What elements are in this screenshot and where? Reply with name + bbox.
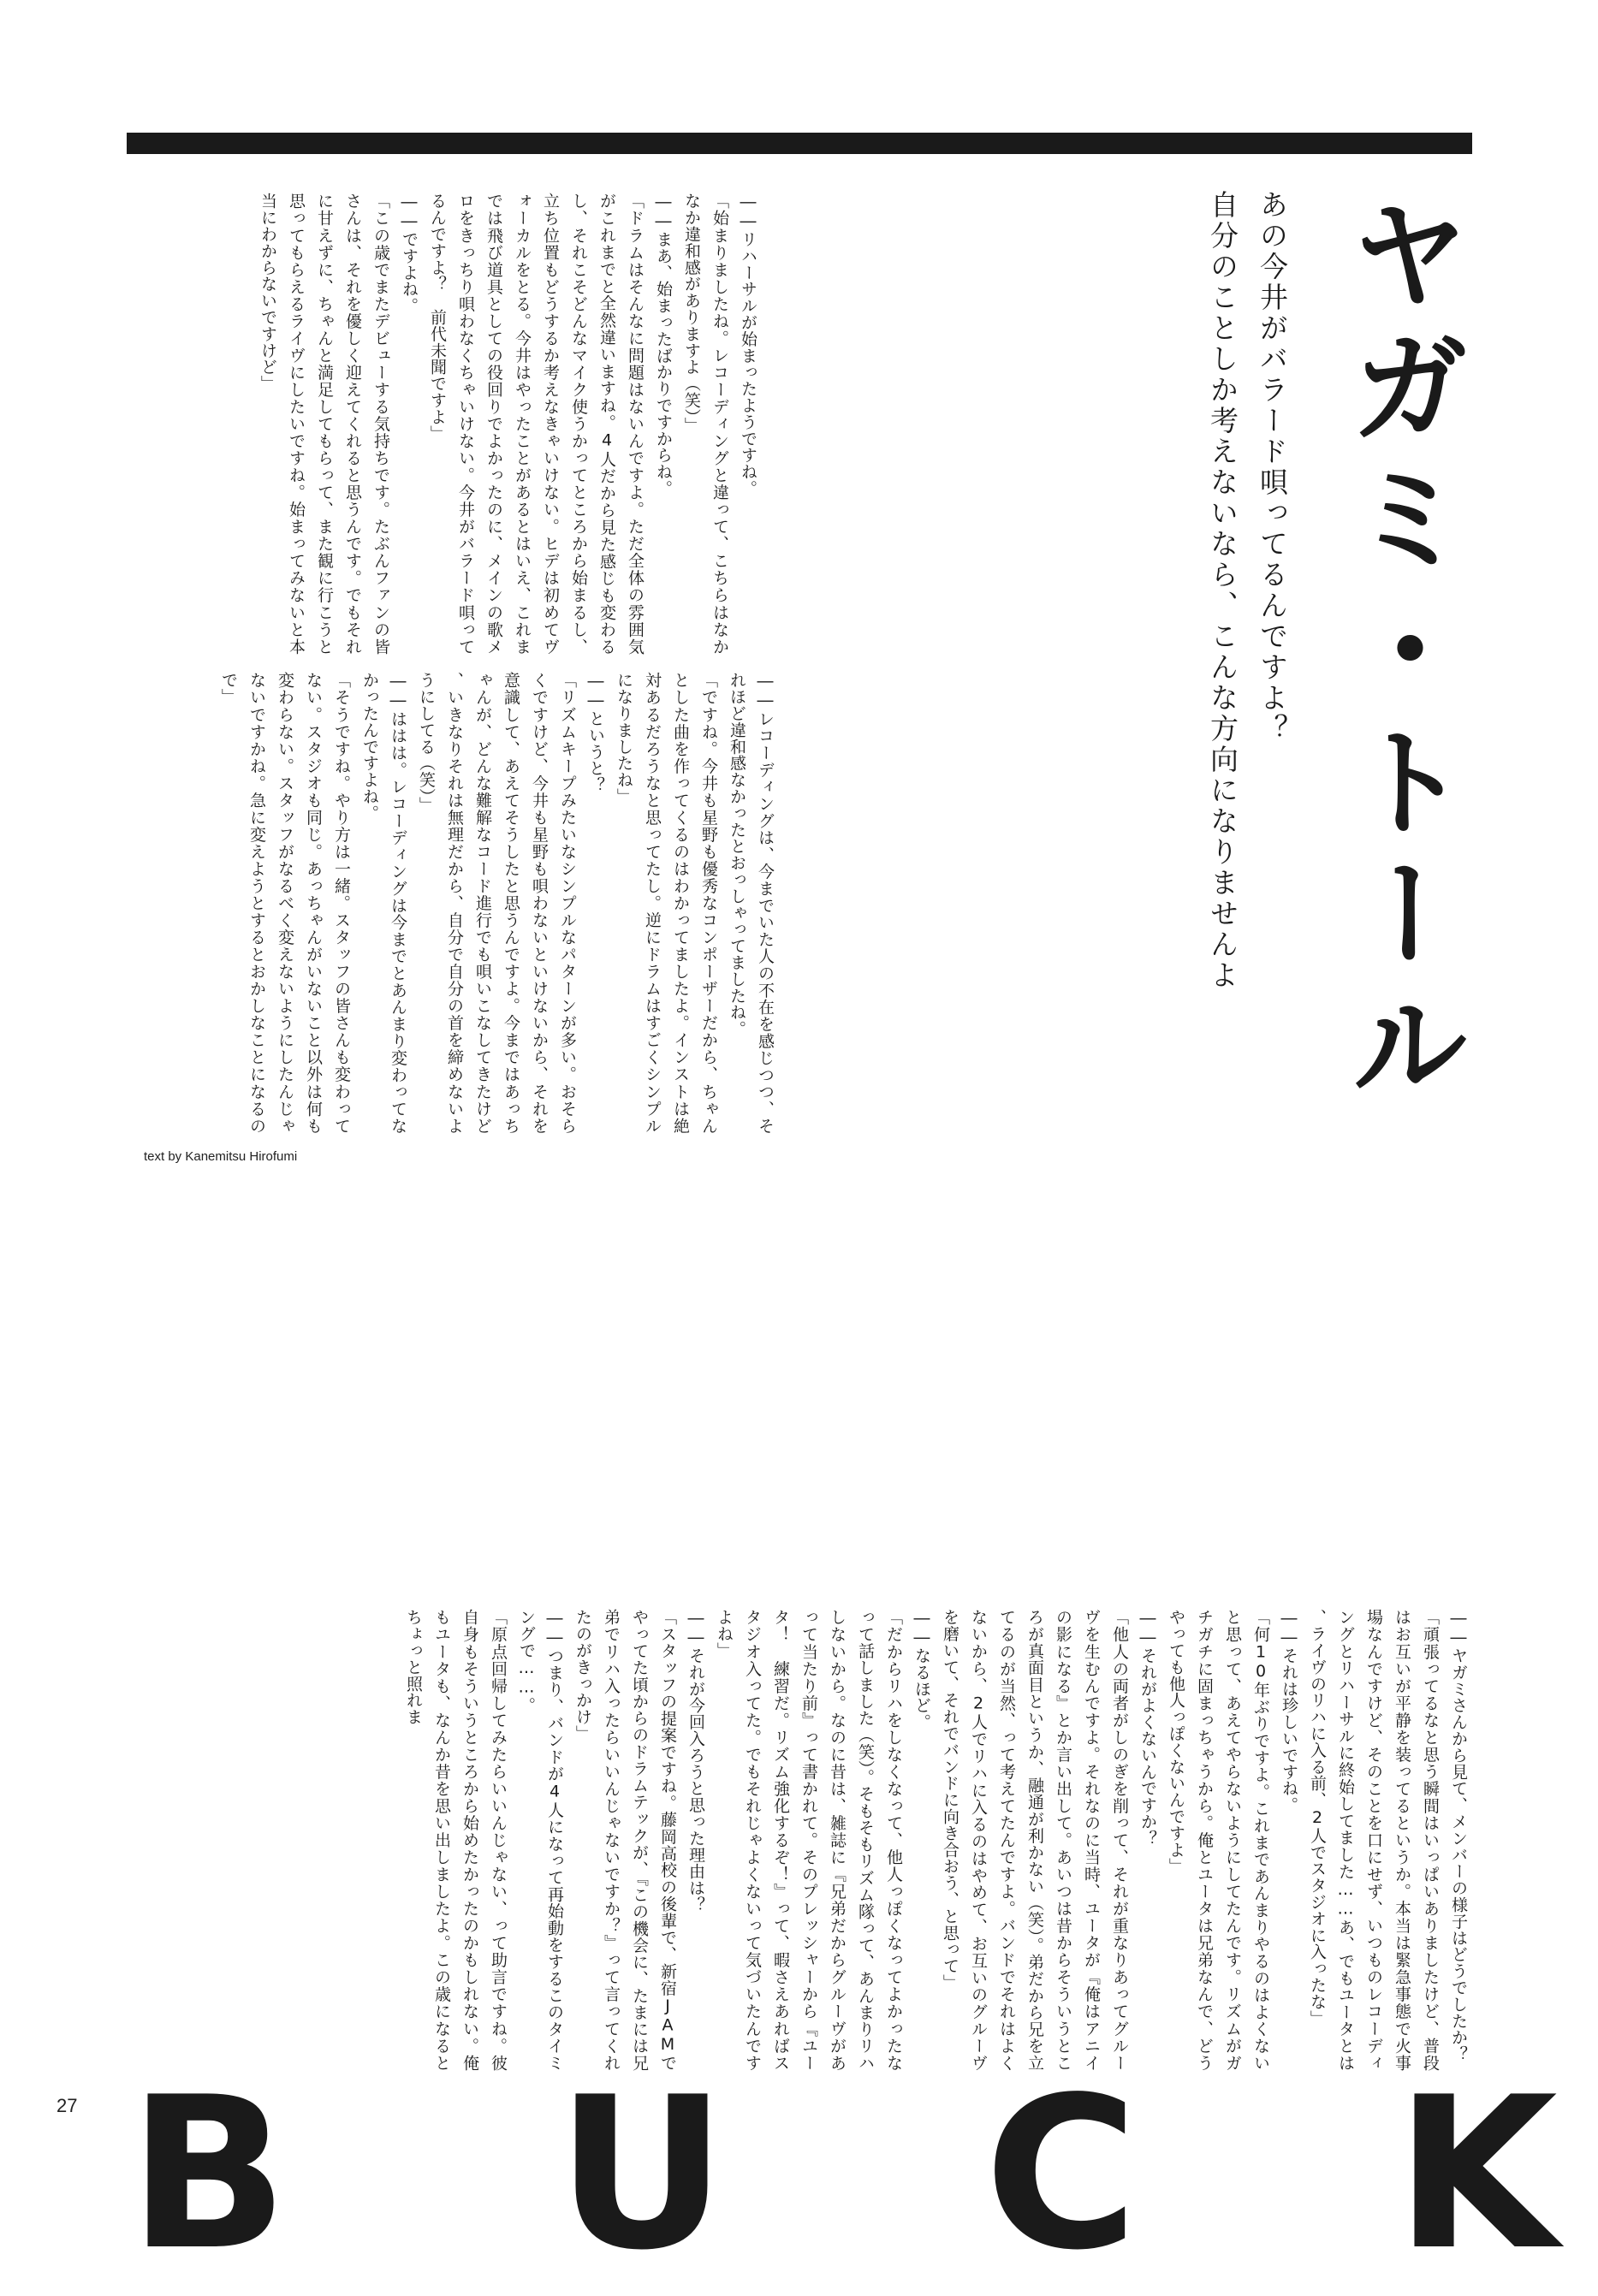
interview-paragraph: ――ははは。レコーディングは今までとあんまり変わってなかったんですよね。: [360, 672, 407, 1134]
interview-column-bottom: [120, 1609, 1472, 2071]
page-number: 27: [56, 2095, 78, 2116]
interview-paragraph: 「スタッフの提案ですね。藤岡高校の後輩で、新宿JAMでやってた頃からのドラムテックが、『この機会に、たまには兄弟でリハ入ったらいいんじゃないですか？』って言ってくれたのがきっかけ」: [573, 1609, 677, 2071]
band-letter: K: [1395, 2052, 1558, 2296]
interview-paragraph: ――ヤガミさんから見て、メンバーの様子はどうでしたか？: [1449, 1609, 1468, 2062]
interview-paragraph: 「始まりましたね。レコーディングと違って、こちらはなかなか違和感がありますよ（笑）」: [682, 193, 729, 655]
interview-column-top-right: [120, 672, 779, 1134]
interview-paragraph: 「この歳でまたデビューする気持ちです。たぶんファンの皆さんは、それを優しく迎えてくれると思うんです。でもそれに甘えずに、ちゃんと満足してもらって、また観に行こうと思ってもらえるライヴにしたいですね。始まってみないと本当にわからないですけど」: [258, 193, 390, 655]
interview-paragraph: ――レコーディングは、今までいた人の不在を感じつつ、それほど違和感なかったとおっしゃってましたね。: [728, 672, 775, 1134]
interview-paragraph: ――というと？: [586, 672, 605, 793]
band-letter: B: [128, 2052, 288, 2296]
subtitle-line-1: あの今井がバラード唄ってるんですよ？: [1256, 190, 1289, 745]
interview-column-top-left: [120, 193, 762, 655]
interview-paragraph: ――ですよね。: [400, 193, 419, 314]
subtitle-line-2: 自分のことしか考えないなら、こんな方向になりませんよ: [1206, 190, 1239, 991]
interview-paragraph: 「そうですね。やり方は一緒。スタッフの皆さんも変わってない。スタジオも同じ。あっちゃんがいないこと以外は何も変わらない。スタッフがなるべく変えないようにしたんじゃないですかね。急に変えようとするとおかしなことになるので」: [219, 672, 351, 1134]
interview-paragraph: ――なるほど。: [912, 1609, 931, 1730]
credit: text by Kanemitsu Hirofumi: [144, 1149, 298, 1164]
interview-paragraph: ――それが今回入ろうと思った理由は？: [686, 1609, 705, 1913]
interview-paragraph: 「何10年ぶりですよ。これまであんまりやるのはよくないと思って、あえてやらないようにしてたんです。リズムがガチガチに固まっちゃうから。俺とユータは兄弟なんで、どうやっても他人っぽくないんですよ」: [1167, 1609, 1270, 2071]
interview-paragraph: ――まあ、始まったばかりですからね。: [654, 193, 673, 497]
band-letter: U: [556, 2052, 727, 2296]
subtitle: [1185, 190, 1297, 1114]
interview-paragraph: 「他人の両者がしのぎを削って、それが重なりあってグルーヴを生むんですよ。それなのに当時、ユータが『俺はアニイの影になる』とか言い出して。あいつは昔からそういうところが真面目というか、融通が利かない（笑）。弟だから兄を立てるのが当然、って考えてたんですよ。バンドでそれはよくないから、2人でリハに入るのはやめて、お互いのグルーヴを磨いて、それでバンドに向き合おう、と思って」: [941, 1609, 1129, 2071]
interview-paragraph: ――つまり、バンドが4人になって再始動をするこのタイミングで……。: [517, 1609, 564, 2071]
interview-paragraph: 「リズムキープみたいなシンプルなパターンが多い。おそらくですけど、今井も星野も唄わないといけないから、それを意識して、あえてそうしたと思うんですよ。今まではあっちゃんが、どんな難解なコード進行でも唄いこなしてきたけど、いきなりそれは無理だから、自分で自分の首を締めないようにしてる（笑）」: [417, 672, 577, 1134]
interview-paragraph: 「だからリハをしなくなって、他人っぽくなってよかったなって話しました（笑）。そもそもリズム隊って、あんまりリハしないから。なのに昔は、雑誌に『兄弟だからグルーヴがあって当たり前』って書かれて。そのプレッシャーから『ユータ！ 練習だ。リズム強化するぞ！』って、暇さえあればスタジオ入ってた。でもそれじゃよくないって気づいたんですよね」: [715, 1609, 903, 2071]
interview-paragraph: 「頑張ってるなと思う瞬間はいっぱいありましたけど、普段はお互いが平静を装ってるというか。本当は緊急事態で火事場なんですけど、そのことを口にせず、いつものレコーディングとリハーサルに終始してました……あ、でもユータとは、ライヴのリハに入る前、2人でスタジオに入ったな」: [1308, 1609, 1440, 2071]
interview-paragraph: ――それがよくないんですか？: [1138, 1609, 1157, 1847]
interview-paragraph: ――リハーサルが始まったようですね。: [739, 193, 757, 497]
band-letter: C: [984, 2052, 1138, 2296]
interview-paragraph: ――それは珍しいですね。: [1280, 1609, 1298, 1813]
interview-paragraph: 「ですね。今井も星野も優秀なコンポーザーだから、ちゃんとした曲を作ってくるのはわかってましたよ。インストは絶対あるだろうなと思ってたし。逆にドラムはすごくシンプルになりましたね」: [615, 672, 718, 1134]
interview-paragraph: 「原点回帰してみたらいいんじゃない、って助言ですね。彼自身もそういうところから始めたかったのかもしれない。俺もユータも、なんか昔を思い出しましたよ。この歳になるとちょっと照れま: [404, 1609, 508, 2071]
interview-paragraph: 「ドラムはそんなに問題はないんですよ。ただ全体の雰囲気がこれまでと全然違いますね。4人だから見た感じも変わるし、それこそどんなマイク使うかってところから始まるし、立ち位置もどうするか考えなきゃいけない。ヒデは初めてヴォーカルをとる。今井はやったことがあるとはいえ、これまでは飛び道具としての役回りでよかったのに、メインの歌メロをきっちり唄わなくちゃいけない。今井がバラード唄ってるんですよ？ 前代未聞ですよ」: [428, 193, 645, 655]
page-title: ヤガミ・トール: [1330, 193, 1470, 1115]
band-name-letters: [128, 2052, 1583, 2296]
header-rule: [127, 133, 1472, 154]
